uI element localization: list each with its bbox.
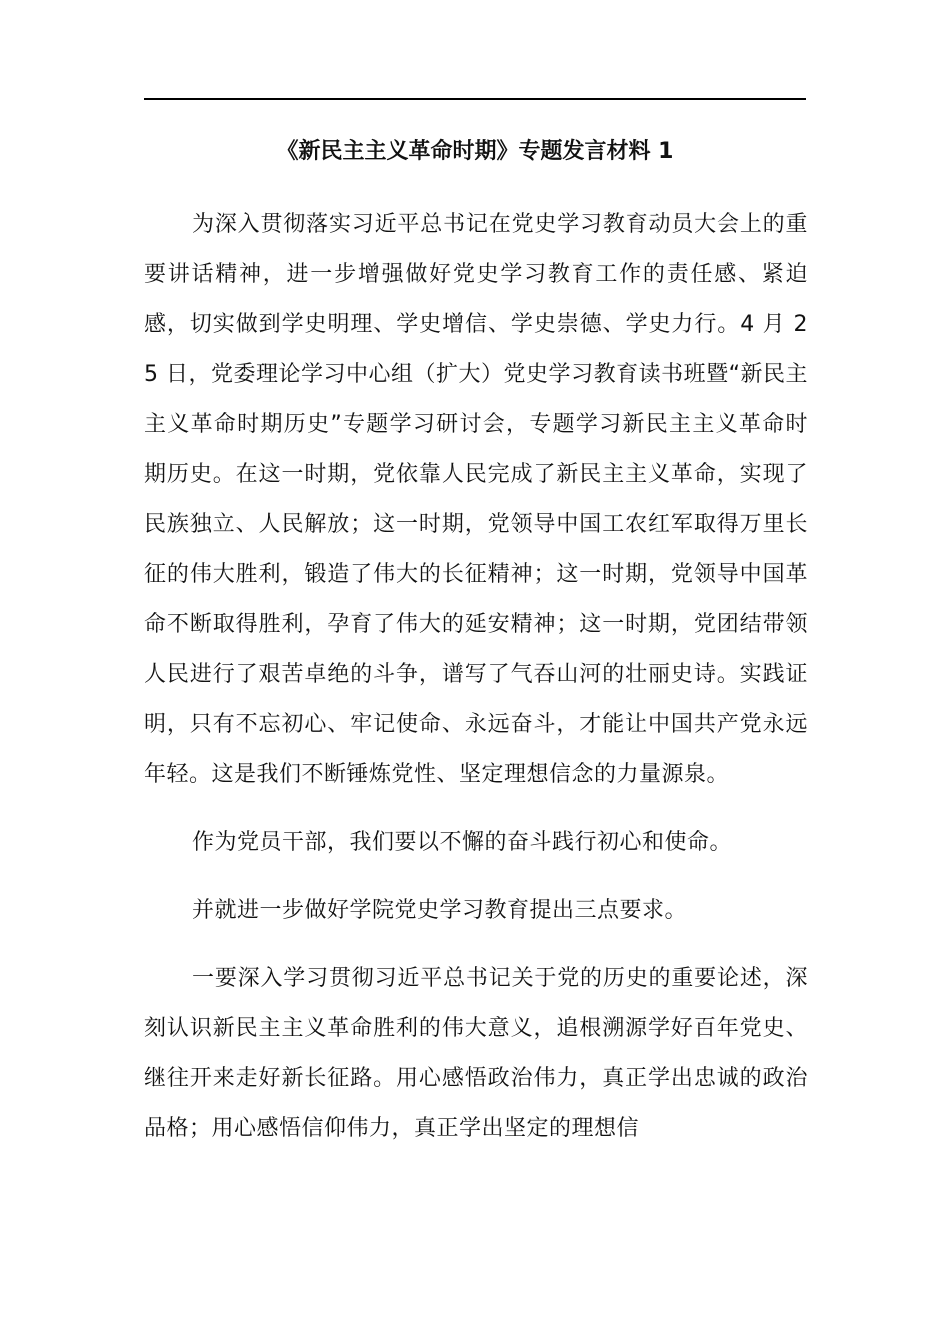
document-title: 《新民主主义革命时期》专题发言材料 1 bbox=[276, 139, 674, 164]
paragraph-1: 为深入贯彻落实习近平总书记在党史学习教育动员大会上的重要讲话精神，进一步增强做好党史学习教育工作的责任感、紧迫感，切实做到学史明理、学史增信、学史崇德、学史力行。4 月 25 日，党委理论学习中心组（扩大）党史学习教育读书班暨“新民主主义革命时期历史”专题学习研讨会，专题学习新民主主义革命时期历史。在这一时期，党依靠人民完成了新民主主义革命，实现了民族独立、人民解放；这一时期，党领导中国工农红军取得万里长征的伟大胜利，锻造了伟大的长征精神；这一时期，党领导中国革命不断取得胜利，孕育了伟大的延安精神；这一时期，党团结带领人民进行了艰苦卓绝的斗争，谱写了气吞山河的壮丽史诗。实践证明，只有不忘初心、牢记使命、永远奋斗，才能让中国共产党永远年轻。这是我们不断锤炼党性、坚定理想信念的力量源泉。 bbox=[144, 212, 808, 787]
paragraph-2: 作为党员干部，我们要以不懈的奋斗践行初心和使命。 bbox=[192, 830, 733, 855]
paragraph-3: 并就进一步做好学院党史学习教育提出三点要求。 bbox=[192, 898, 688, 923]
paragraph-4: 一要深入学习贯彻习近平总书记关于党的历史的重要论述，深刻认识新民主主义革命胜利的伟大意义，追根溯源学好百年党史、继往开来走好新长征路。用心感悟政治伟力，真正学出忠诚的政治品格；用心感悟信仰伟力，真正学出坚定的理想信 bbox=[144, 966, 808, 1141]
document-body bbox=[144, 200, 808, 1154]
header-rule bbox=[144, 98, 806, 100]
